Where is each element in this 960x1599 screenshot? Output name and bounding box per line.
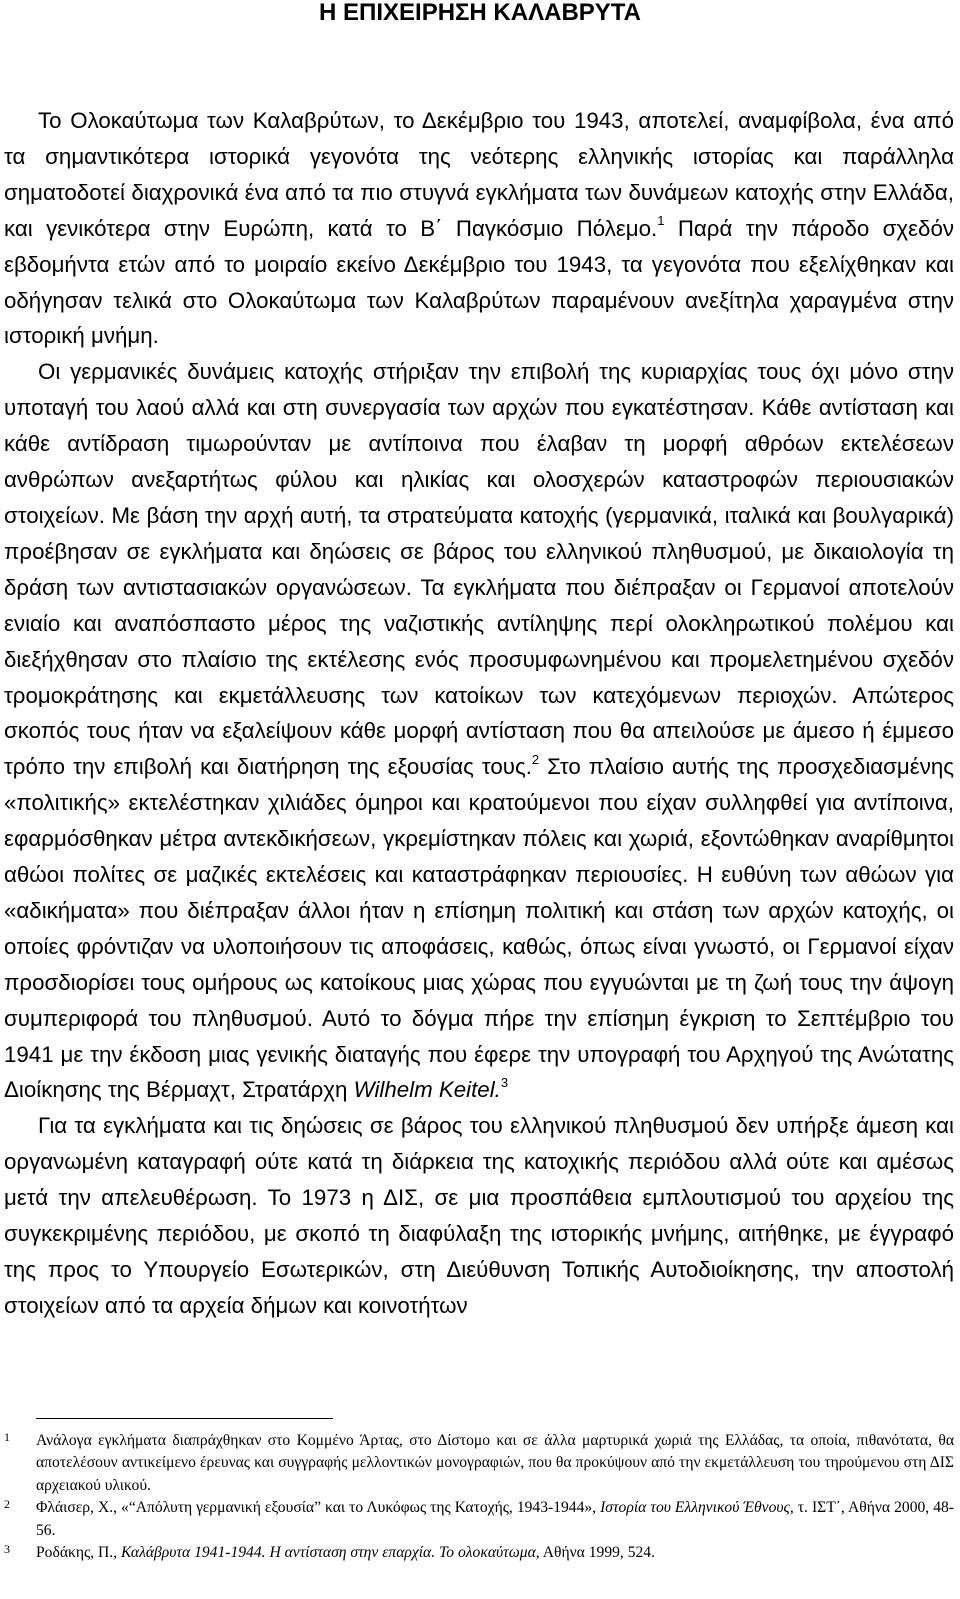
footnote-2-text-b: , τ. ΙΣΤ΄, Αθήνα 2000, 48-56. xyxy=(36,1499,954,1539)
paragraph-2-part-b: Στο πλαίσιο αυτής της προσχεδιασμένης «πολιτικής» εκτελέστηκαν χιλιάδες όμηροι και κρατούμενοι που είχαν συλληφθεί για αντίποινα, εφαρμόσθηκαν μέτρα αντεκδικήσεων, γκρεμίστηκαν πόλεις και χωριά, εξοντώθηκαν αναρίθμητοι αθώοι πολίτες σε μαζικές εκτελέσεις και καταστράφηκαν περιουσίες. Η ευθύνη των αθώων για «αδικήματα» που διέπραξαν άλλοι ήταν η επίσημη πολιτική και στάση των αρχών κατοχής, οι οποίες φρόντιζαν να υλοποιήσουν τις αποφάσεις, καθώς, όπως είναι γνωστό, οι Γερμανοί είχαν προσδιορίσει τους ομήρους ως κατοίκους μιας χώρας που εγγυώνται με τη ζωή τους την άψογη συμπεριφορά του πληθυσμού. Αυτό το δόγμα πήρε την επίσημη έγκριση το Σεπτέμβριο του 1941 με την έκδοση μιας γενικής διαταγής που έφερε την υπογραφή του Αρχηγού της Ανώτατης Διοίκησης της Βέρμαχτ, Στρατάρχη xyxy=(4,754,954,1103)
paragraph-3: Για τα εγκλήματα και τις δηώσεις σε βάρος του ελληνικού πληθυσμού δεν υπήρξε άμεση και οργανωμένη καταγραφή ούτε κατά τη διάρκεια της κατοχικής περιόδου αλλά ούτε και αμέσως μετά την απελευθέρωση. Το 1973 η ΔΙΣ, σε μια προσπάθεια εμπλουτισμού του αρχείου της συγκεκριμένης περιόδου, με σκοπό τη διαφύλαξη της ιστορικής μνήμης, αιτήθηκε, με έγγραφό της προς το Υπουργείο Εσωτερικών, στη Διεύθυνση Τοπικής Αυτοδιοίκησης, την αποστολή στοιχείων από τα αρχεία δήμων και κοινοτήτων xyxy=(4,1113,954,1318)
paragraph-1-part-b: Παρά την πάροδο σχεδόν εβδομήντα ετών από το μοιραίο εκείνο Δεκέμβριο του 1943, τα γεγονότα που εξελίχθηκαν και οδήγησαν τελικά στο Ολοκαύτωμα των Καλαβρύτων παραμένουν ανεξίτηλα χαραγμένα στην ιστορική μνήμη. xyxy=(4,215,954,349)
footnote-1-text: Ανάλογα εγκλήματα διαπράχθηκαν στο Κομμένο Άρτας, στο Δίστομο και σε άλλα μαρτυρικά χωριά της Ελλάδας, τα οποία, πιθανότατα, θα αποτελέσουν αντικείμενο έρευνας και συγγραφής μελλοντικών μονογραφιών, που θα προκύψουν από την εκμετάλλευση του τηρούμενου στη ΔΙΣ αρχειακού υλικού. xyxy=(36,1432,954,1494)
footnote-3-number: 3 xyxy=(4,1542,10,1557)
footnote-separator xyxy=(36,1418,333,1419)
keitel-period: . xyxy=(494,1077,501,1103)
footnote-2 xyxy=(4,1497,954,1542)
body-text xyxy=(4,103,954,1324)
paragraph-1 xyxy=(4,103,954,354)
footnote-3 xyxy=(4,1542,954,1564)
footnote-ref-2[interactable]: 2 xyxy=(531,751,540,767)
paragraph-1-part-a: Το Ολοκαύτωμα των Καλαβρύτων, το Δεκέμβριο του 1943, αποτελεί, αναμφίβολα, ένα από τα σημαντικότερα ιστορικά γεγονότα της νεότερης ελληνικής ιστορίας και παράλληλα σηματοδοτεί διαχρονικά ένα από τα πιο στυγνά εγκλήματα των δυνάμεων κατοχής στην Ελλάδα, και γενικότερα στην Ευρώπη, κατά το Β΄ Παγκόσμιο Πόλεμο. xyxy=(4,108,954,241)
page-title: Η ΕΠΙΧΕΙΡΗΣΗ ΚΑΛΑΒΡΥΤΑ xyxy=(319,0,641,26)
footnote-3-text-b: , Αθήνα 1999, 524. xyxy=(535,1544,655,1562)
paragraph-2 xyxy=(4,354,954,1108)
paragraph-2-part-a: Οι γερμανικές δυνάμεις κατοχής στήριξαν την επιβολή της κυριαρχίας τους όχι μόνο στην υποταγή του λαού αλλά και στη συνεργασία των αρχών που εγκατέστησαν. Κάθε αντίσταση και κάθε αντίδραση τιμωρούνταν με αντίποινα που έλαβαν τη μορφή αθρόων εκτελέσεων ανθρώπων ανεξαρτήτως φύλου και ηλικίας και ολοσχερών καταστροφών περιουσιακών στοιχείων. Με βάση την αρχή αυτή, τα στρατεύματα κατοχής (γερμανικά, ιταλικά και βουλγαρικά) προέβησαν σε εγκλήματα και δηώσεις σε βάρος του ελληνικού πληθυσμού, με δικαιολογία τη δράση των αντιστασιακών οργανώσεων. Τα εγκλήματα που διέπραξαν οι Γερμανοί αποτελούν ενιαίο και αναπόσπαστο μέρος της ναζιστικής αντίληψης περί ολοκληρωτικού πολέμου και διεξήχθησαν στο πλαίσιο της εκτέλεσης ενός προσυμφωνημένου και προμελετημένου σχεδόν τρομοκράτησης και εκμετάλλευσης των κατοίκων των κατεχόμενων περιοχών. Απώτερος σκοπός τους ήταν να εξαλείψουν κάθε μορφή αντίσταση που θα απειλούσε με άμεσο ή έμμεσο τρόπο την επιβολή και διατήρηση της εξουσίας τους. xyxy=(4,359,954,780)
footnote-1 xyxy=(4,1430,954,1497)
footnote-2-text-a: Φλάισερ, Χ., «“Απόλυτη γερμανική εξουσία” και το Λυκόφως της Κατοχής, 1943-1944», xyxy=(36,1499,601,1517)
keitel-name: Wilhelm Keitel xyxy=(353,1077,495,1103)
footnote-ref-1[interactable]: 1 xyxy=(657,213,665,229)
footnote-1-number: 1 xyxy=(4,1430,10,1444)
footnote-ref-3[interactable]: 3 xyxy=(500,1075,509,1091)
footnote-2-italic: Ιστορία του Ελληνικού Έθνους xyxy=(600,1499,790,1517)
footnote-2-number: 2 xyxy=(4,1497,10,1512)
footnote-3-text-a: Ροδάκης, Π., xyxy=(36,1544,121,1562)
footnote-3-italic: Καλάβρυτα 1941-1944. Η αντίσταση στην επαρχία. Το ολοκαύτωμα xyxy=(120,1544,536,1562)
footnotes xyxy=(4,1430,954,1564)
